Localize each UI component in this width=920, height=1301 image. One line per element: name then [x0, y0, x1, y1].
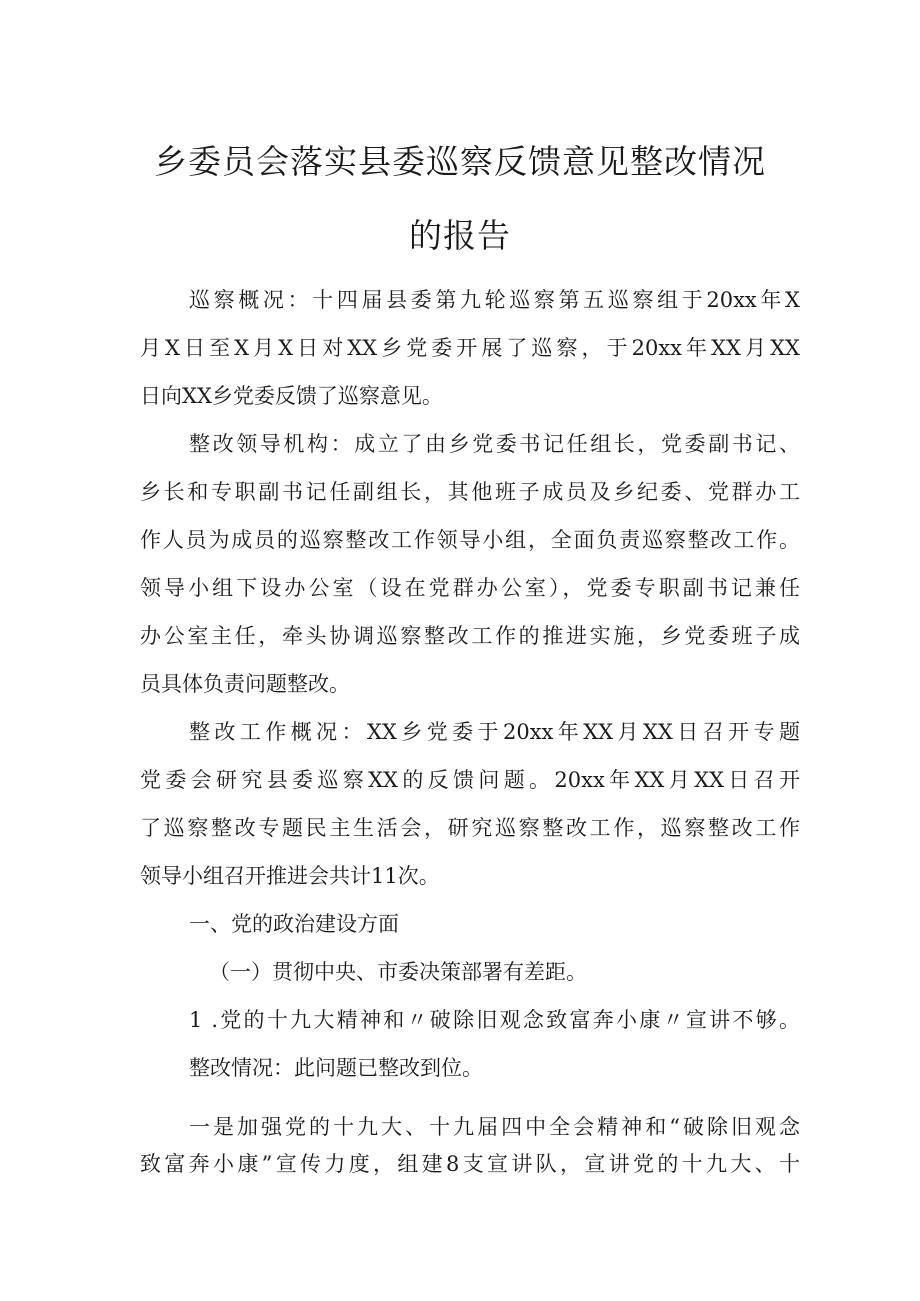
paragraph-line: 领导小组召开推进会共计11次。	[140, 864, 440, 888]
paragraph-line: 员具体负责问题整改。	[140, 672, 350, 696]
section-heading: 一、党的政治建设方面	[189, 912, 399, 936]
paragraph-line: 整改情况：此问题已整改到位。	[189, 1056, 483, 1080]
subsection-heading: （一）贯彻中央、市委决策部署有差距。	[209, 960, 587, 984]
paragraph-line: 整改工作概况：XX乡党委于20xx年XX月XX日召开专题	[189, 720, 800, 744]
paragraph-line: 办公室主任，牵头协调巡察整改工作的推进实施，乡党委班子成	[140, 624, 800, 648]
paragraph-line: 致富奔小康”宣传力度，组建8支宣讲队，宣讲党的十九大、十	[140, 1152, 800, 1176]
paragraph-line: 月X日至X月X日对XX乡党委开展了巡察，于20xx年XX月XX	[140, 336, 800, 360]
paragraph-line: 领导小组下设办公室（设在党群办公室），党委专职副书记兼任	[140, 576, 800, 600]
document-title-line-2: 的报告	[409, 216, 511, 255]
paragraph-line: 作人员为成员的巡察整改工作领导小组，全面负责巡察整改工作。	[140, 528, 800, 552]
paragraph-line: 巡察概况：十四届县委第九轮巡察第五巡察组于20xx年X	[189, 288, 800, 312]
paragraph-line: 整改领导机构：成立了由乡党委书记任组长，党委副书记、	[189, 432, 800, 456]
item-heading: 1 .党的十九大精神和〃破除旧观念致富奔小康〃宣讲不够。	[189, 1008, 800, 1032]
paragraph-line: 一是加强党的十九大、十九届四中全会精神和“破除旧观念	[189, 1115, 800, 1139]
paragraph-line: 日向XX乡党委反馈了巡察意见。	[140, 384, 443, 408]
paragraph-line: 党委会研究县委巡察XX的反馈问题。20xx年XX月XX日召开	[140, 768, 800, 792]
paragraph-line: 了巡察整改专题民主生活会，研究巡察整改工作，巡察整改工作	[140, 816, 800, 840]
paragraph-line: 乡长和专职副书记任副组长，其他班子成员及乡纪委、党群办工	[140, 480, 800, 504]
document-title-line-1: 乡委员会落实县委巡察反馈意见整改情况	[154, 142, 766, 181]
